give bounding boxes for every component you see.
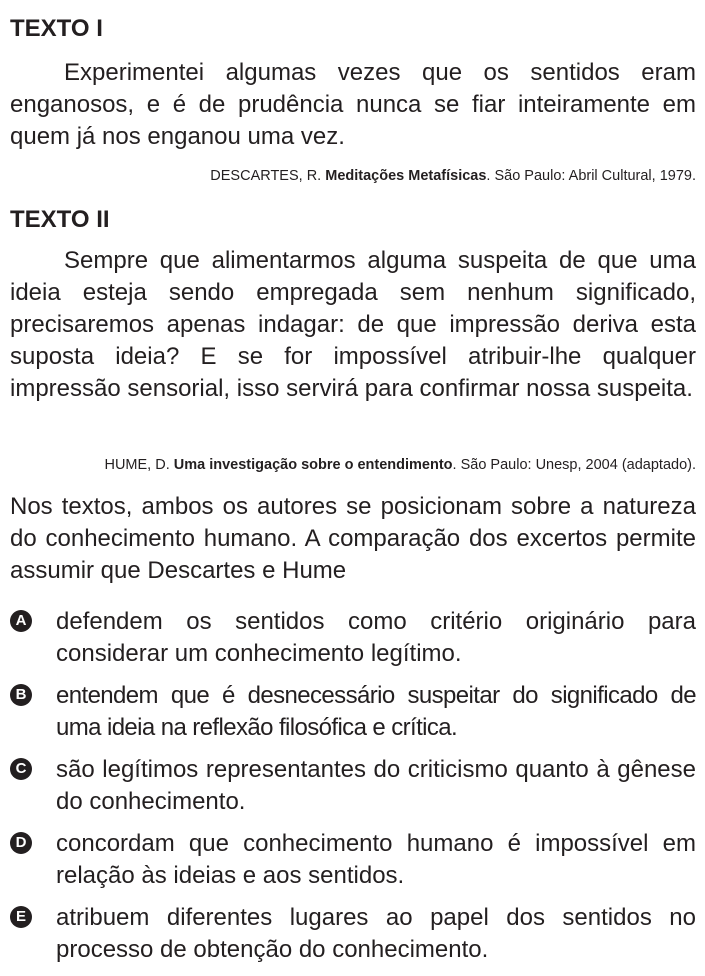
- option-a-marker: A: [10, 610, 32, 632]
- option-e-text: atribuem diferentes lugares ao papel dos sentidos no processo de obtenção do conhecimento.: [56, 904, 696, 963]
- option-e-marker: E: [10, 906, 32, 928]
- option-a-text: defendem os sentidos como critério originário para considerar um conhecimento legítimo.: [56, 608, 696, 667]
- option-d-text: concordam que conhecimento humano é impossível em relação às ideias e aos sentidos.: [56, 830, 696, 889]
- option-d-marker: D: [10, 832, 32, 854]
- option-b-text: entendem que é desnecessário suspeitar do significado de uma ideia na reflexão filosófica e crítica.: [56, 682, 696, 741]
- citation-title: Uma investigação sobre o entendimento: [173, 457, 453, 473]
- citation-author: DESCARTES, R.: [210, 168, 326, 184]
- texto-1-heading: TEXTO I: [10, 15, 103, 42]
- citation-publisher: . São Paulo: Abril Cultural, 1979.: [486, 168, 696, 184]
- citation-title: Meditações Metafísicas: [325, 168, 487, 184]
- texto-2-citation: [104, 456, 696, 474]
- option-c-marker: C: [10, 758, 32, 780]
- texto-2-body: Sempre que alimentarmos alguma suspeita de que uma ideia esteja sendo empregada sem nenhum significado, precisaremos apenas indagar: de que impressão deriva esta suposta ideia? E se for impossível atribuir-lhe qualquer impressão sensorial, isso servirá para confirmar nossa suspeita.: [10, 247, 696, 402]
- option-c-text: são legítimos representantes do criticismo quanto à gênese do conhecimento.: [56, 756, 696, 815]
- texto-1-body: Experimentei algumas vezes que os sentidos eram enganosos, e é de prudência nunca se fiar inteiramente em quem já nos enganou uma vez.: [10, 59, 696, 150]
- citation-author: HUME, D.: [104, 457, 174, 473]
- texto-2-heading: TEXTO II: [10, 206, 110, 233]
- citation-publisher: . São Paulo: Unesp, 2004 (adaptado).: [452, 457, 696, 473]
- texto-1-citation: [210, 167, 696, 185]
- question-stem: Nos textos, ambos os autores se posicionam sobre a natureza do conhecimento humano. A comparação dos excertos permite assumir que Descartes e Hume: [10, 493, 696, 584]
- option-b-marker: B: [10, 684, 32, 706]
